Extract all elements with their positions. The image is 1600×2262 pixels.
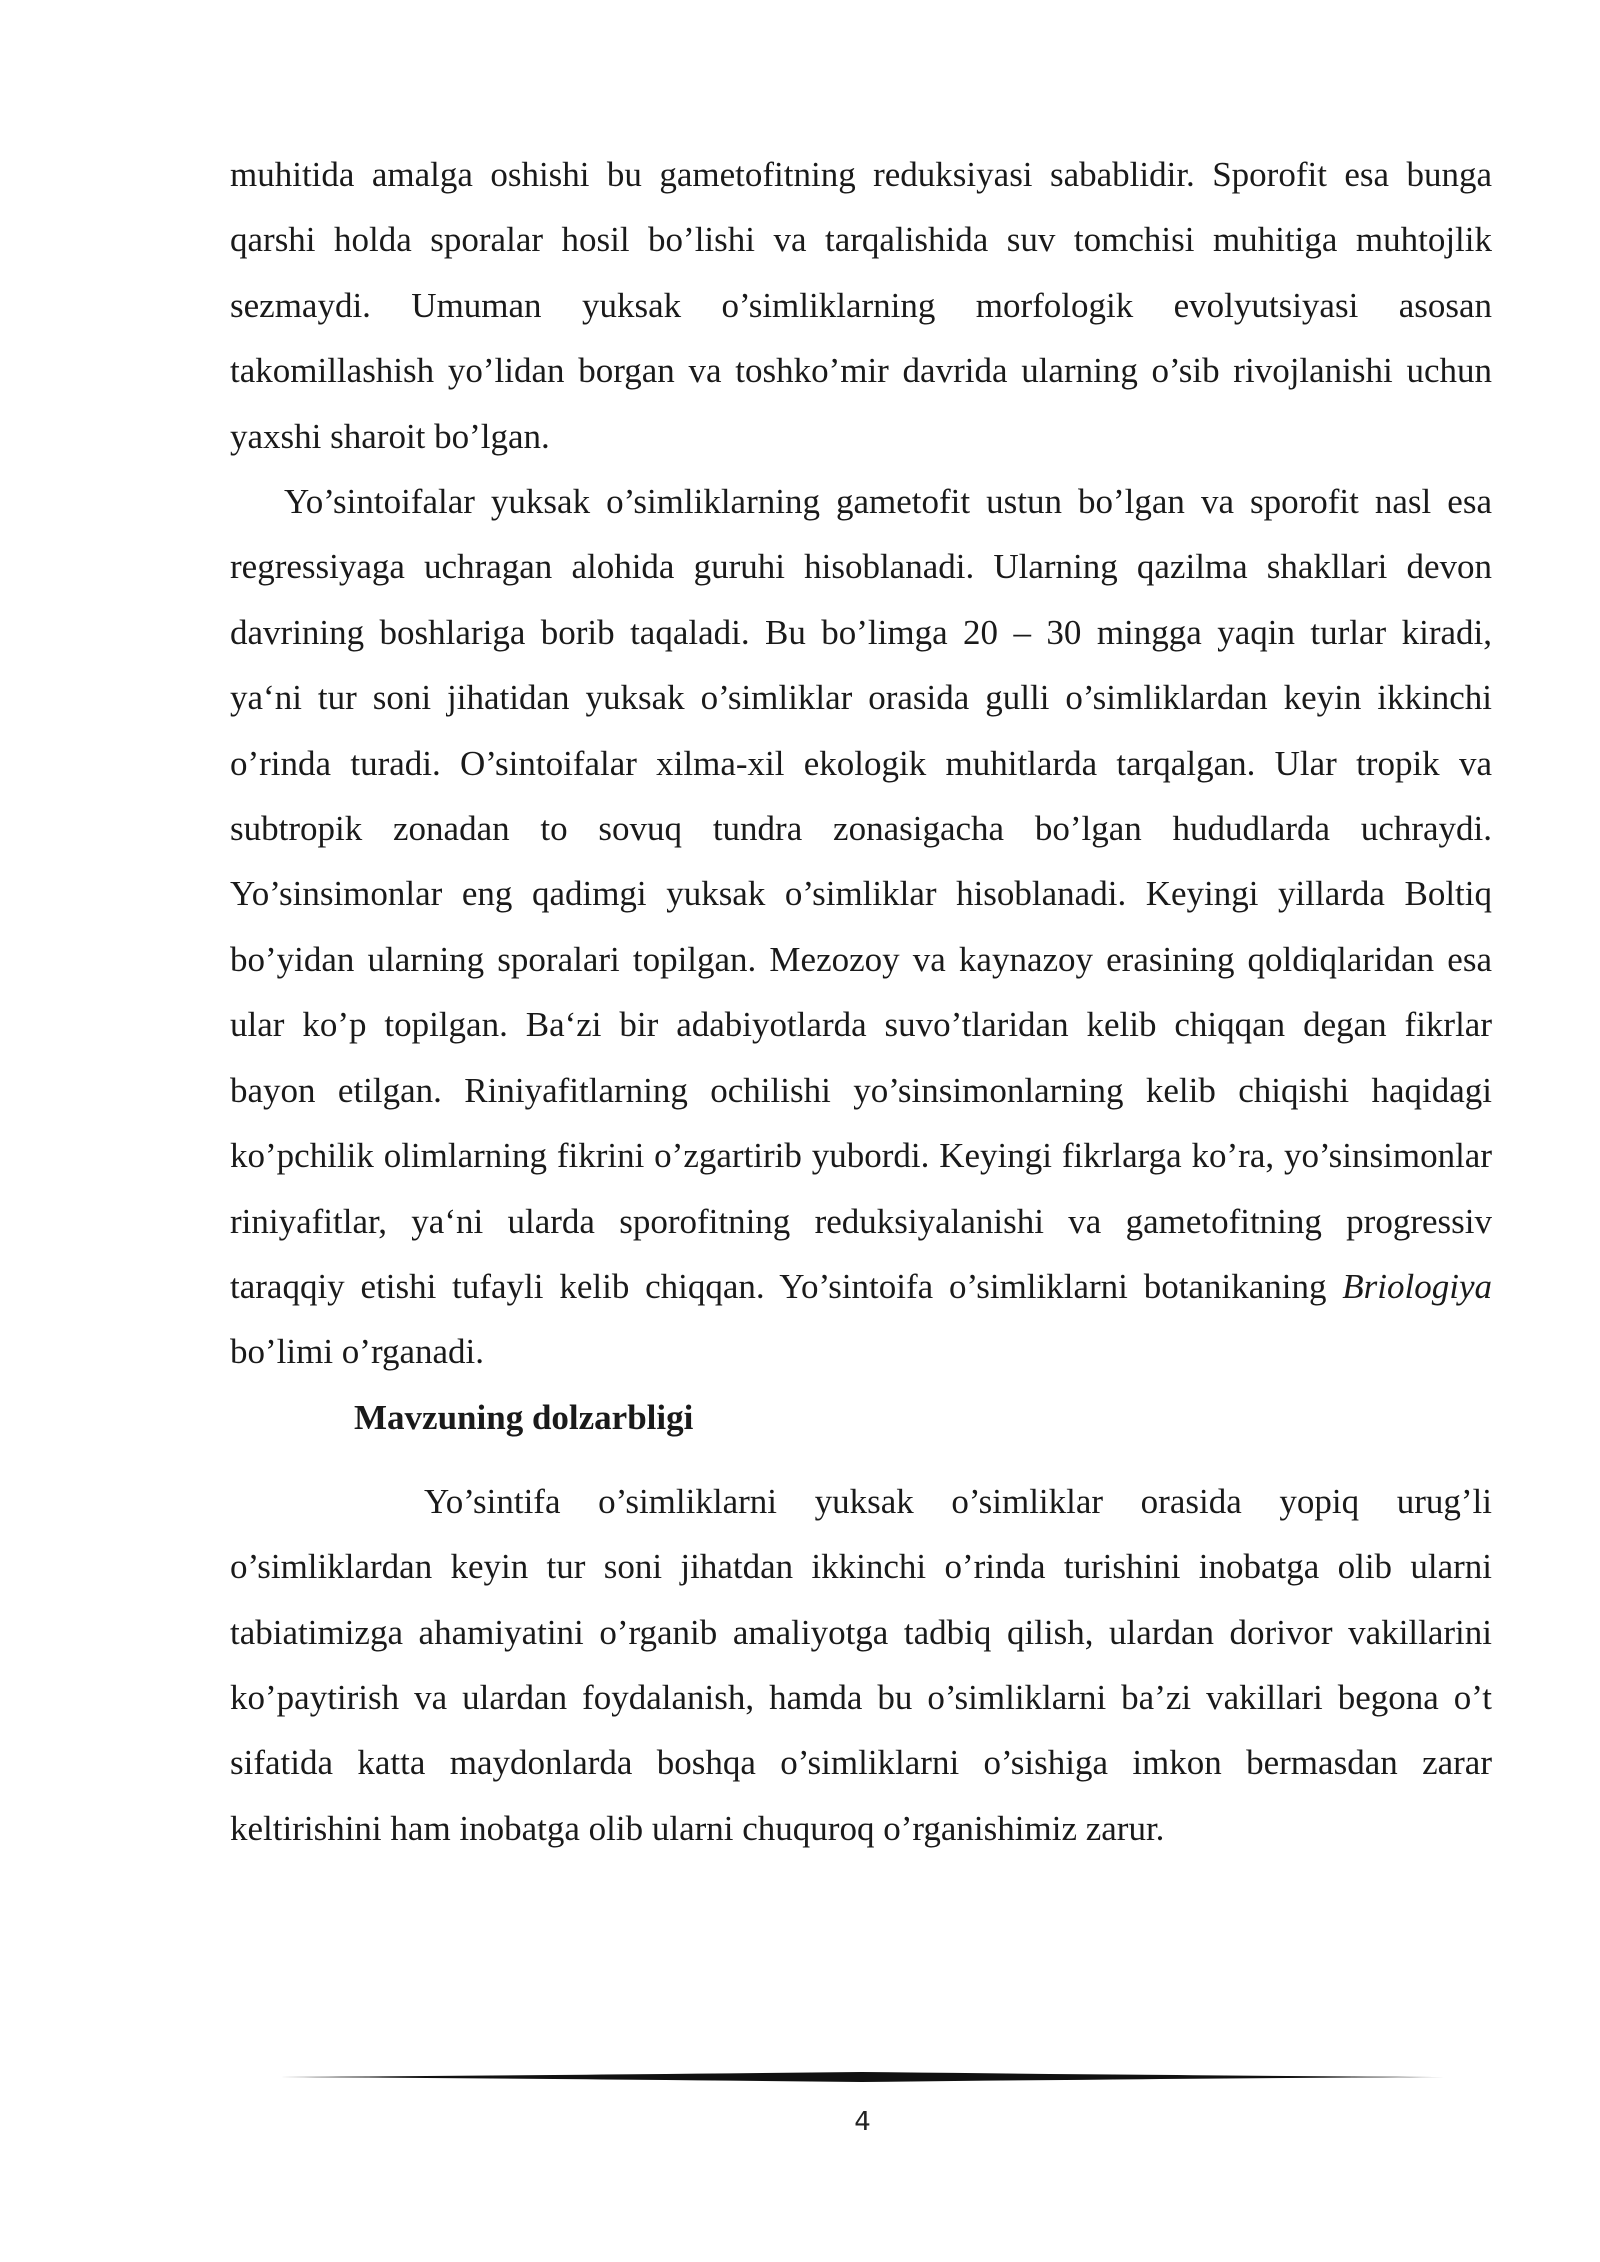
- paragraph-3: Yo’sintifa o’simliklarni yuksak o’simliklar orasida yopiq urug’li o’simliklardan keyin tur soni jihatdan ikkinchi o’rinda turishini inobatga olib ularni tabiatimizga ahamiyatini o’rganib amaliyotga tadbiq qilish, ulardan dorivor vakillarini ko’paytirish va ulardan foydalanish, hamda bu o’simliklarni ba’zi vakillari begona o’t sifatida katta maydonlarda boshqa o’simliklarni o’sishiga imkon bermasdan zarar keltirishini ham inobatga olib ularni chuquroq o’rganishimiz zarur.: [230, 1481, 1492, 1848]
- section-heading: Mavzuning dolzarbligi: [354, 1397, 694, 1437]
- page-number: 4: [854, 2107, 871, 2137]
- paragraph-2-text: Yo’sintoifalar yuksak o’simliklarning gametofit ustun bo’lgan va sporofit nasl esa regressiyaga uchragan alohida guruhi hisoblanadi. Ularning qazilma shakllari devon davrining boshlariga borib taqaladi. Bu bo’limga 20 – 30 mingga yaqin turlar kiradi, ya‘ni tur soni jihatidan yuksak o’simliklar orasida gulli o’simliklardan keyin ikkinchi o’rinda turadi. O’sintoifalar xilma-xil ekologik muhitlarda tarqalgan. Ular tropik va subtropik zonadan to sovuq tundra zonasigacha bo’lgan hududlarda uchraydi. Yo’sinsimonlar eng qadimgi yuksak o’simliklar hisoblanadi. Keyingi yillarda Boltiq bo’yidan ularning sporalari topilgan. Mezozoy va kaynazoy erasining qoldiqlaridan esa ular ko’p topilgan. Ba‘zi bir adabiyotlarda suvo’tlaridan kelib chiqqan degan fikrlar bayon etilgan. Riniyafitlarning ochilishi yo’sinsimonlarning kelib chiqishi haqidagi ko’pchilik olimlarning fikrini o’zgartirib yubordi. Keyingi fikrlarga ko’ra, yo’sinsimonlar riniyafitlar, ya‘ni ularda sporofitning reduksiyalanishi va gametofitning progressiv taraqqiy etishi tufayli kelib chiqqan. Yo’sintoifa o’simliklarni botanikaning: [230, 482, 1492, 1306]
- paragraph-2-end: bo’limi o’rganadi.: [230, 1332, 485, 1372]
- document-page: [230, 142, 1492, 1861]
- footer-rule: [280, 2070, 1445, 2084]
- paragraph-2-italic-term: Briologiya: [1342, 1266, 1492, 1306]
- paragraph-1: muhitida amalga oshishi bu gametofitning reduksiyasi sabablidir. Sporofit esa bunga qarshi holda sporalar hosil bo’lishi va tarqalishida suv tomchisi muhitiga muhtojlik sezmaydi. Umuman yuksak o’simliklarning morfologik evolyutsiyasi asosan takomillashish yo’lidan borgan va toshko’mir davrida ularning o’sib rivojlanishi uchun yaxshi sharoit bo’lgan.: [230, 155, 1492, 456]
- paragraph-2: [230, 469, 1492, 1385]
